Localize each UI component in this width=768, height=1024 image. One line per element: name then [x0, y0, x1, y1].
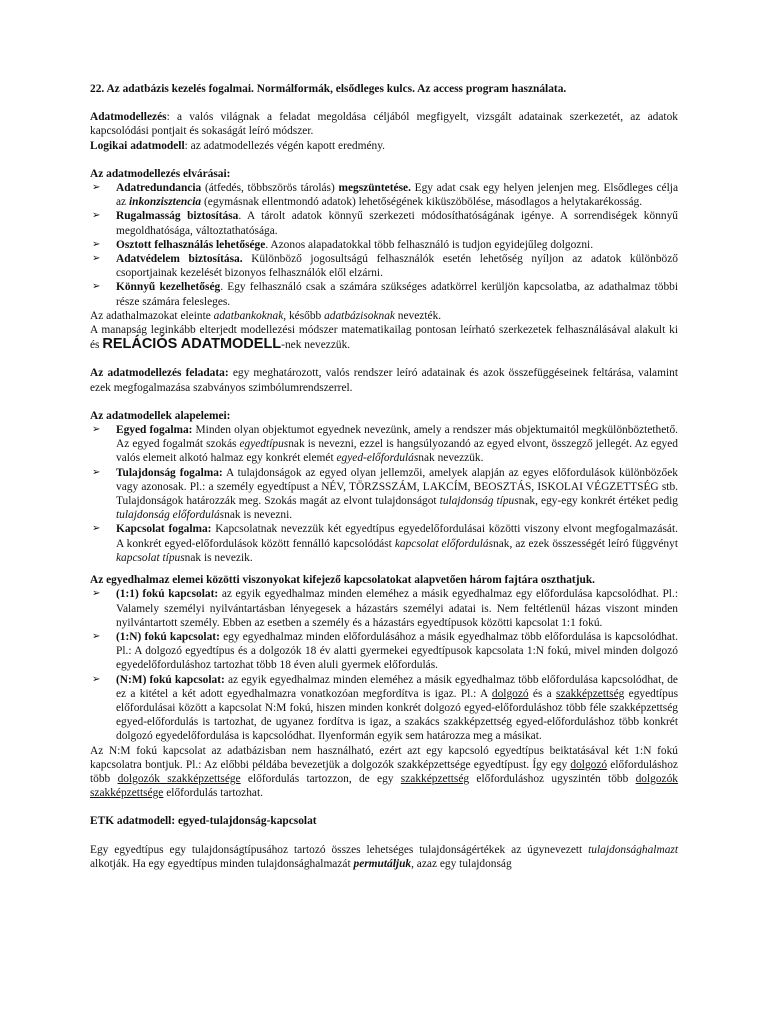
- section-heading-requirements: Az adatmodellezés elvárásai:: [90, 167, 231, 180]
- term: Adatmodellezés: [90, 111, 167, 124]
- list-item: ➢ Adatvédelem biztosítása. Különböző jogosultságú felhasználók esetén lehetőség nyíljon az adatok különböző csoportjainak kezelését bizonyos felhasználók elől elzárni.: [92, 253, 678, 280]
- arrow-bullet-icon: ➢: [92, 238, 101, 250]
- arrow-bullet-icon: ➢: [92, 210, 101, 222]
- paragraph: Az adathalmazokat eleinte adatbankoknak, később adatbázisoknak nevezték.: [90, 309, 442, 322]
- requirements-list: [90, 181, 678, 309]
- term: Logikai adatmodell: [90, 139, 185, 152]
- text: : az adatmodellezés végén kapott eredmény.: [184, 139, 386, 152]
- page-title: 22. Az adatbázis kezelés fogalmai. Normálformák, elsődleges kulcs. Az access program használata.: [90, 83, 567, 95]
- arrow-bullet-icon: ➢: [92, 588, 101, 600]
- text: : a valós világnak a feladat megoldása céljából megfigyelt, vizsgált adatainak szerkezetét, az adatok kapcsolódási pontjait és sokaságát leíró módszer.: [90, 111, 678, 138]
- basics-list: [90, 423, 678, 565]
- list-item: ➢ Egyed fogalma: Minden olyan objektumot egyednek nevezünk, amely a rendszer más objektumaitól megkülönböztethető. Az egyed fogalmát szokás egyedtípusnak is nevezni, ezzel is hangsúlyozandó az egyed elvont, összegző jellegét. Az egyed valós elemeit alkotó halmaz egy konkrét elemét egyed-előfordulásnak nevezzük.: [92, 424, 678, 465]
- arrow-bullet-icon: ➢: [92, 281, 101, 293]
- arrow-bullet-icon: ➢: [92, 466, 101, 478]
- section-heading-basics: Az adatmodellek alapelemei:: [90, 409, 231, 422]
- paragraph-task: Az adatmodellezés feladata: egy meghatározott, valós rendszer leíró adatainak és azok összefüggéseinek feltárása, valamint ezek megfogalmazása szabványos szimbólumrendszerrel.: [90, 367, 678, 394]
- relations-list: [90, 587, 678, 743]
- arrow-bullet-icon: ➢: [92, 253, 101, 265]
- document-page: [90, 82, 678, 871]
- definition-logikai-adatmodell: [90, 139, 678, 153]
- list-item: ➢ (N:M) fokú kapcsolat: az egyik egyedhalmaz minden eleméhez a másik egyedhalmaz több előfordulása kapcsolódhat, de ez a kitétel a két adott egyedhalmazra vonatkozóan megfordítva is igaz. Pl.: A dolgozó és a szakképzettség egyedtípus előfordulásai között a kapcsolat N:M fokú, hiszen minden konkrét dolgozó egyed-előforduláshoz több féle szakképzettség egyed-előfordulás is tartozhat, de ugyanez fordítva is igaz, a szakács szakképzettség egyed-előforduláshoz több konkrét dolgozó egyedelőfordulása is kapcsolódhat. Ilyenformán egyik sem határozza meg a másikat.: [92, 673, 679, 743]
- arrow-bullet-icon: ➢: [92, 182, 101, 194]
- paragraph-etk: Egy egyedtípus egy tulajdonságtípusához tartozó összes lehetséges tulajdonságértékek az úgynevezett tulajdonsághalmazt alkotják. Ha egy egyedtípus minden tulajdonsághalmazát permutáljuk, azaz egy tulajdonság: [90, 843, 678, 870]
- paragraph-nm: Az N:M fokú kapcsolat az adatbázisban nem használható, ezért azt egy kapcsoló egyedtípus beiktatásával két 1:N fokú kapcsolatra bontjuk. Pl.: Az előbbi példába bevezetjük a dolgozók szakképzettsége egyedtípust. Így egy dolgozó előforduláshoz több dolgozók szakképzettsége előfordulás tartozzon, de egy szakképzettség előforduláshoz ugyszintén több dolgozók szakképzettsége előfordulás tartozhat.: [90, 744, 679, 800]
- list-item: ➢ Adatredundancia (átfedés, többszörös tárolás) megszüntetése. Egy adat csak egy helyen jelenjen meg. Elsődleges célja az inkonzisztencia (egymásnak ellentmondó adatok) lehetőségének kiküszöbölése, másodlagos a helytakarékosság.: [92, 182, 678, 209]
- list-item: ➢ Osztott felhasználás lehetősége. Azonos alapadatokkal több felhasználó is tudjon egyidejűleg dolgozni.: [92, 238, 594, 251]
- list-item: ➢ (1:1) fokú kapcsolat: az egyik egyedhalmaz minden eleméhez a másik egyedhalmaz egy előfordulása kapcsolódhat. Pl.: Valamely személyi nyilvántartásban lényegesek a házastárs személyi adatai is. Nem feltétlenül házas viszont minden nyilvántartott személy. Ebben az esetben a személy és a házastárs egyedtípusok közötti kapcsolat 1:1 fokú.: [92, 588, 678, 629]
- section-heading-etk: ETK adatmodell: egyed-tulajdonság-kapcsolat: [90, 815, 317, 828]
- list-item: ➢ Kapcsolat fogalma: Kapcsolatnak nevezzük két egyedtípus egyedelőfordulásai közötti viszony elvont megfogalmazását. A konkrét egyed-előfordulások között fennálló kapcsolódást kapcsolat előfordulásnak, az ezek összességét leíró függvényt kapcsolat típusnak is nevezik.: [92, 523, 678, 564]
- section-heading-relations: Az egyedhalmaz elemei közötti viszonyokat kifejező kapcsolatokat alapvetően három fajtára oszthatjuk.: [90, 574, 596, 587]
- list-item: ➢ Könnyű kezelhetőség. Egy felhasználó csak a számára szükséges adatkörrel kerüljön kapcsolatba, az adathalmaz többi része számára felesleges.: [92, 281, 679, 308]
- list-item: ➢ Rugalmasság biztosítása. A tárolt adatok könnyű szerkezeti módosíthatóságának igénye. A sorrendiségek könnyű megoldhatósága, változtathatósága.: [92, 210, 678, 237]
- paragraph: A manapság leginkább elterjedt modellezési módszer matematikailag pontosan leírható szerkezetek felhasználásával alakult ki és RELÁCIÓS ADATMODELL-nek nevezzük.: [90, 324, 678, 353]
- arrow-bullet-icon: ➢: [92, 523, 101, 535]
- list-item: ➢ Tulajdonság fogalma: A tulajdonságok az egyed olyan jellemzői, amelyek alapján az egyes előfordulások különbözőek vagy azonosak. Pl.: a személy egyedtípust a NÉV, TÖRZSSZÁM, LAKCÍM, BEOSZTÁS, ISKOLAI VÉGZETTSÉG stb. Tulajdonságok határozzák meg. Szokás magát az elvont tulajdonságot tulajdonság típusnak, egy-egy konkrét értéket pedig tulajdonság előfordulásnak is nevezni.: [92, 466, 678, 522]
- arrow-bullet-icon: ➢: [92, 630, 101, 642]
- arrow-bullet-icon: ➢: [92, 673, 101, 685]
- relacios-adatmodell-text: RELÁCIÓS ADATMODELL: [102, 336, 282, 353]
- arrow-bullet-icon: ➢: [92, 424, 101, 436]
- list-item: ➢ (1:N) fokú kapcsolat: egy egyedhalmaz minden előfordulásához a másik egyedhalmaz több előfordulása is kapcsolódhat. Pl.: A dolgozó egyedtípus és a dolgozók 18 év alatti gyermekei egyedtípusok kapcsolata 1:N fokú, mivel minden dolgozó egyedelőforduláshoz tartozhat több 18 éven aluli gyermek előfordulás.: [92, 630, 678, 672]
- definition-adatmodellezes: [90, 110, 678, 138]
